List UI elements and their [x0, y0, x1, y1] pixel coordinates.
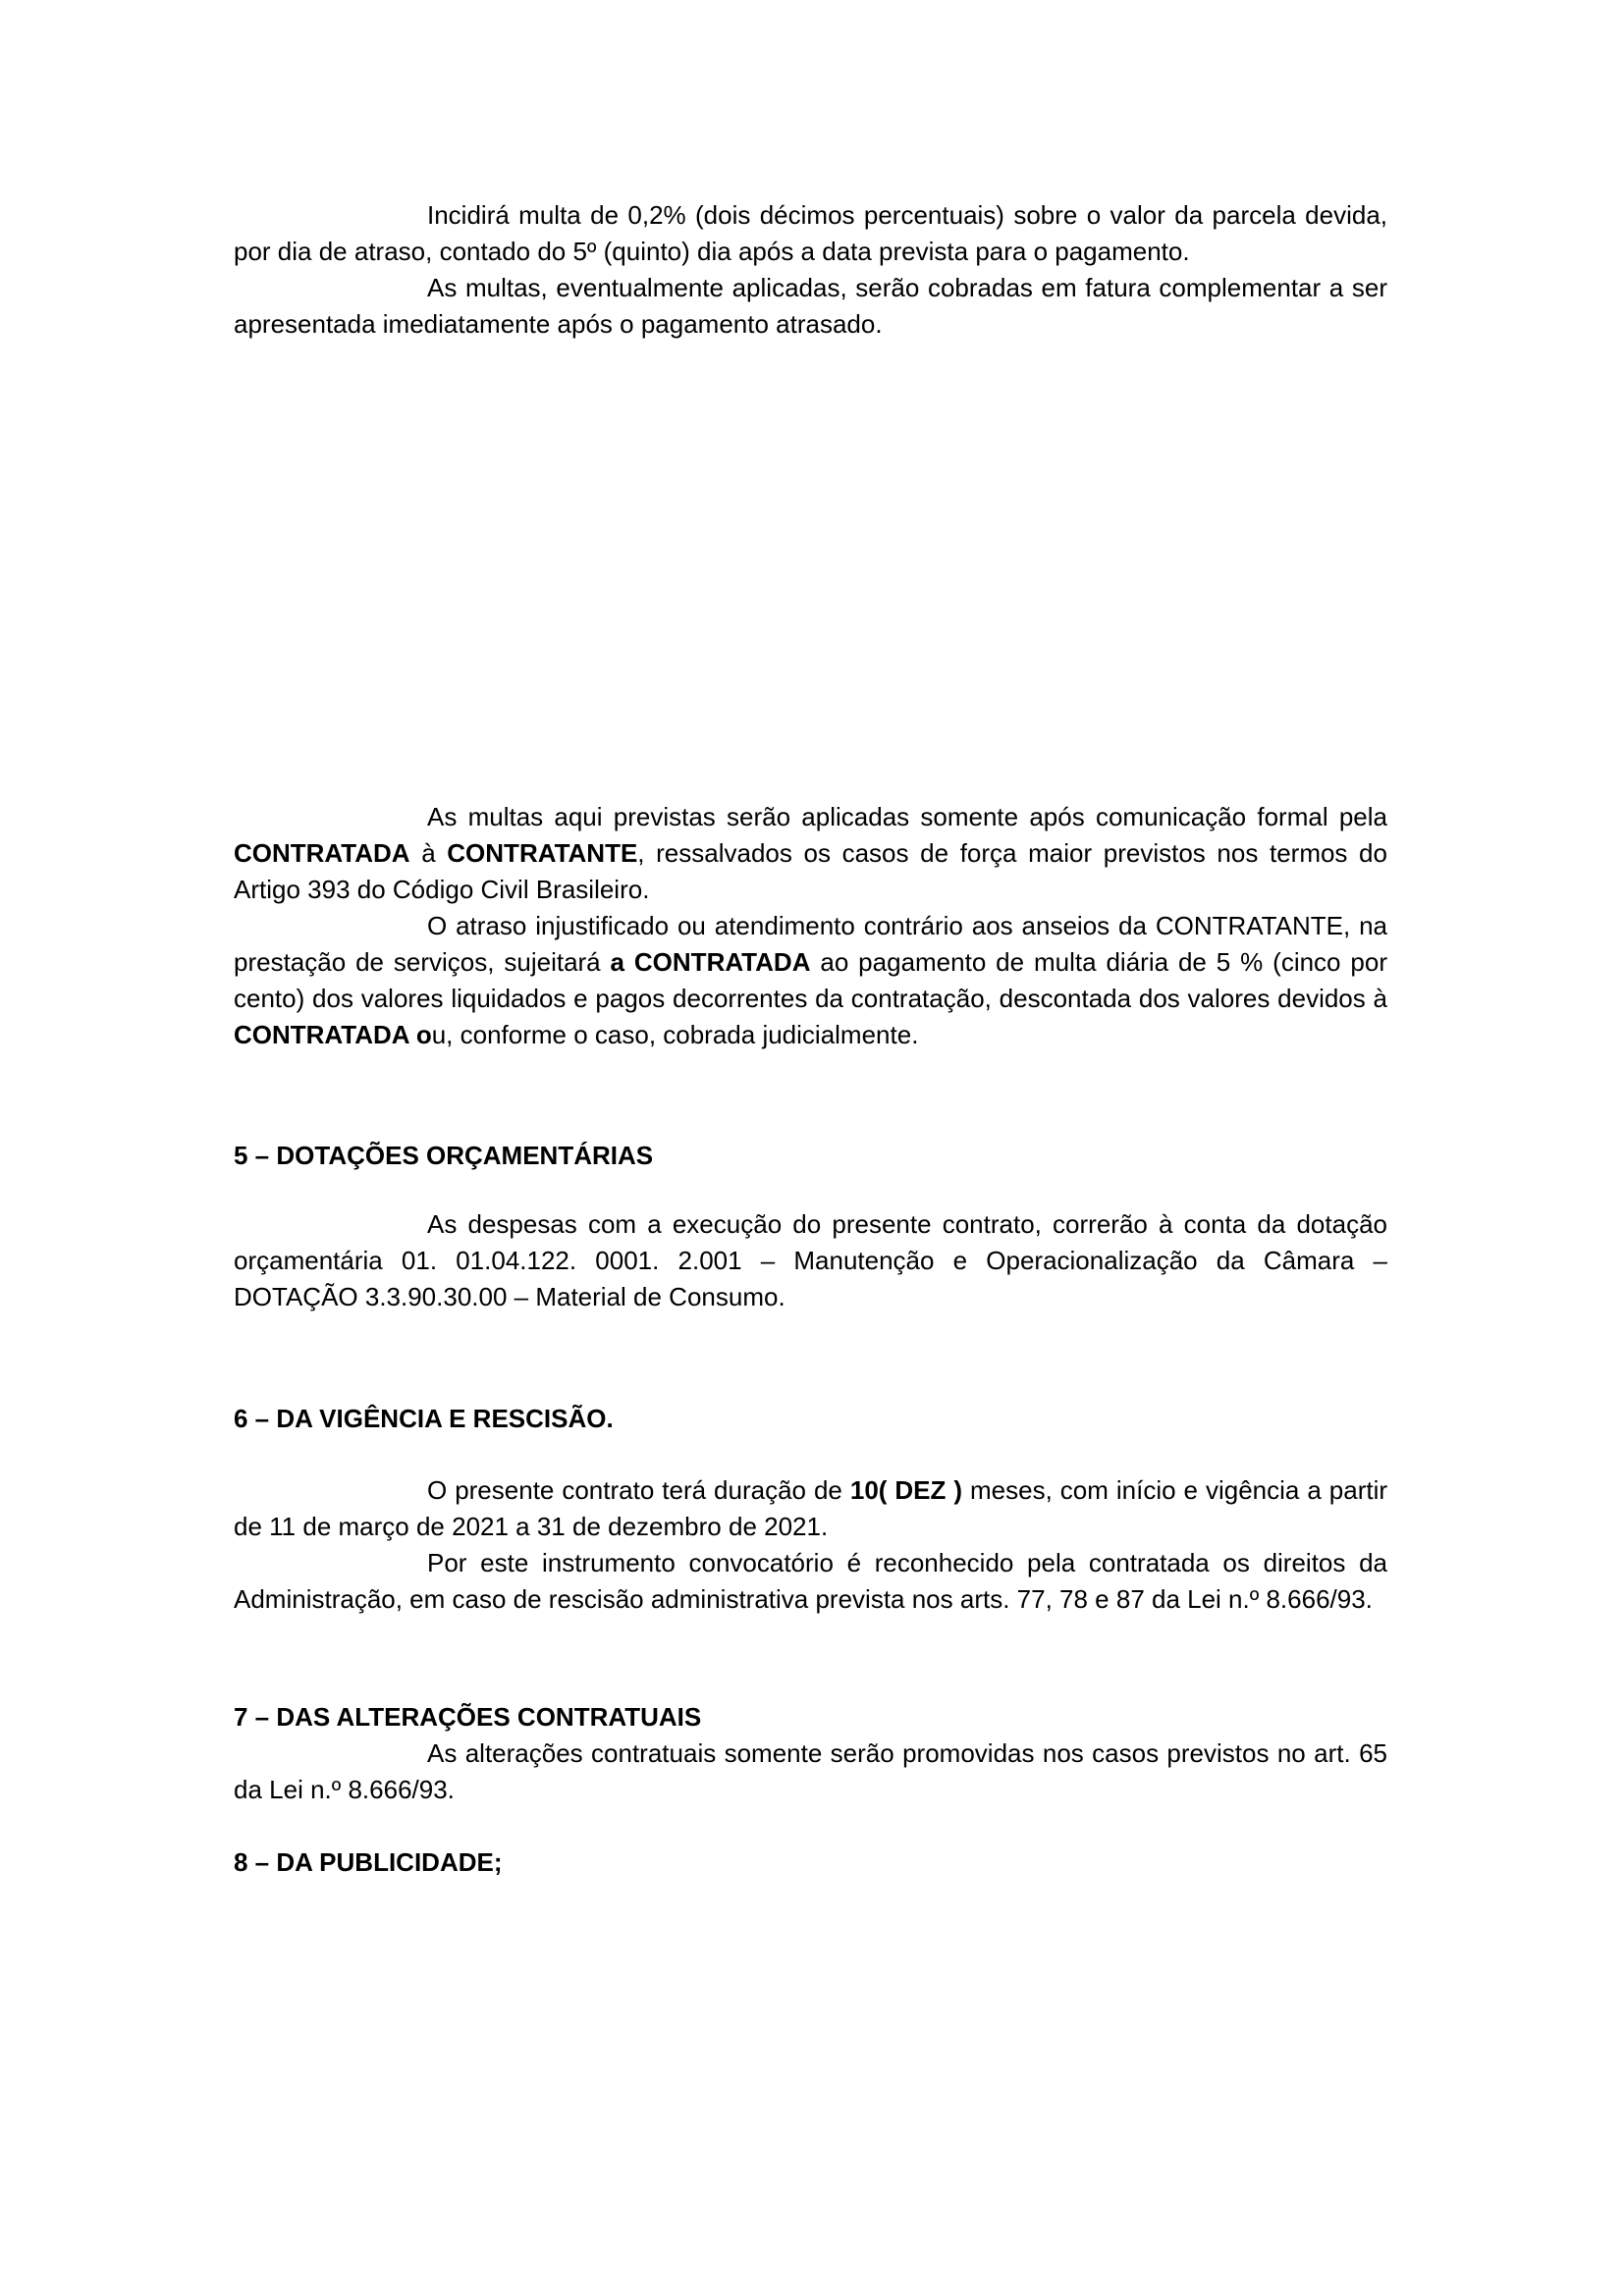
text-run: meses, com início e vigência a partir de 11 de março de 2021 a 31 de dezembro de 2021.: [234, 1475, 1388, 1541]
paragraph: [234, 197, 1387, 270]
text-run-bold: 7 – DAS ALTERAÇÕES CONTRATUAIS: [234, 1702, 702, 1732]
paragraph: [234, 270, 1387, 343]
paragraph: [234, 799, 1387, 908]
text-run: ao pagamento de multa diária de 5 % (cinco por cento) dos valores liquidados e pagos decorrentes da contratação, descontada dos valores devidos à: [234, 947, 1387, 1013]
text-run: As alterações contratuais somente serão promovidas nos casos previstos no art. 65 da Lei n.º 8.666/93.: [234, 1738, 1387, 1804]
text-run-bold: 5 – DOTAÇÕES ORÇAMENTÁRIAS: [234, 1141, 654, 1170]
text-run-bold: 6 – DA VIGÊNCIA E RESCISÃO.: [234, 1404, 614, 1433]
paragraph: [234, 1735, 1387, 1808]
blank-space: [234, 343, 1387, 799]
document-content: [234, 197, 1387, 1881]
text-run: u, conforme o caso, cobrada judicialmente.: [431, 1020, 919, 1049]
text-run: Por este instrumento convocatório é reconhecido pela contratada os direitos da Administração, em caso de rescisão administrativa prevista nos arts. 77, 78 e 87 da Lei n.º 8.666/93.: [234, 1548, 1387, 1614]
text-run-bold: CONTRATANTE: [447, 838, 638, 868]
section-heading: [234, 1699, 1387, 1735]
section-heading: [234, 1401, 1387, 1437]
paragraph: [234, 1206, 1387, 1315]
paragraph: [234, 908, 1387, 1053]
text-run: As despesas com a execução do presente contrato, correrão à conta da dotação orçamentária 01. 01.04.122. 0001. 2.001 – Manutenção e Operacionalização da Câmara – DOTAÇÃO 3.3.90.30.00 – Material de Consumo.: [234, 1209, 1387, 1311]
section-heading: [234, 1138, 1387, 1174]
text-run: à: [409, 838, 448, 868]
text-run: , ressalvados os casos de força maior previstos nos termos do Artigo 393 do Código Civil Brasileiro.: [234, 838, 1387, 904]
text-run-bold: CONTRATADA: [234, 838, 410, 868]
text-run: As multas aqui previstas serão aplicadas somente após comunicação formal pela: [427, 802, 1387, 831]
text-run: As multas, eventualmente aplicadas, serão cobradas em fatura complementar a ser apresentada imediatamente após o pagamento atrasado.: [234, 273, 1387, 339]
text-run-bold: 8 – DA PUBLICIDADE;: [234, 1847, 503, 1877]
section-heading: [234, 1844, 1387, 1881]
text-run: Incidirá multa de 0,2% (dois décimos percentuais) sobre o valor da parcela devida, por dia de atraso, contado do 5º (quinto) dia após a data prevista para o pagamento.: [234, 200, 1387, 266]
paragraph: [234, 1472, 1387, 1545]
text-run-bold: a CONTRATADA: [610, 947, 811, 977]
paragraph: [234, 1545, 1387, 1618]
text-run: O presente contrato terá duração de: [427, 1475, 850, 1505]
text-run-bold: 10( DEZ ): [849, 1475, 963, 1505]
text-run-bold: CONTRATADA o: [234, 1020, 432, 1049]
text-run: O atraso injustificado ou atendimento contrário aos anseios da CONTRATANTE, na prestação de serviços, sujeitará: [234, 911, 1387, 977]
